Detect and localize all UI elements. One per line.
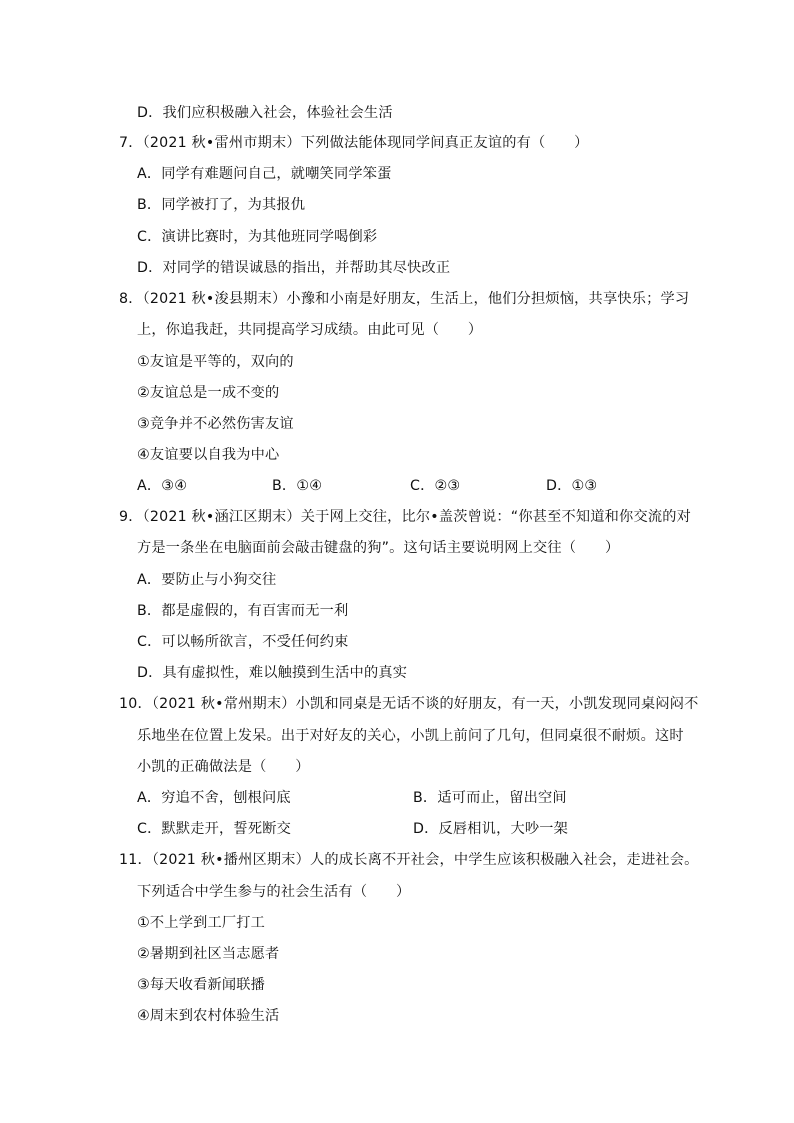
q6-option-d: D．我们应积极融入社会，体验社会生活 — [137, 105, 393, 121]
q10-stem-line-2: 乐地坐在位置上发呆。出于对好友的关心，小凯上前问了几句，但同桌很不耐烦。这时 — [137, 728, 684, 744]
q9-option-c: C．可以畅所欲言，不受任何约束 — [137, 634, 349, 650]
q11-statement-4: ④周末到农村体验生活 — [137, 1008, 280, 1024]
q11-statement-1: ①不上学到工厂打工 — [137, 915, 266, 931]
q10-stem-line-1: 10．（2021 秋•常州期末）小凯和同桌是无话不谈的好朋友，有一天，小凯发现同桌闷闷不 — [119, 696, 699, 712]
q10-option-d: D．反唇相讥，大吵一架 — [413, 821, 569, 837]
q10-stem-line-3: 小凯的正确做法是（ ） — [137, 759, 310, 775]
q7-option-c: C．演讲比赛时，为其他班同学喝倒彩 — [137, 229, 378, 245]
q9-option-b: B．都是虚假的，有百害而无一利 — [137, 603, 349, 619]
q11-statement-2: ②暑期到社区当志愿者 — [137, 946, 280, 962]
q9-stem-line-2: 方是一条坐在电脑面前会敲击键盘的狗”。这句话主要说明网上交往（ ） — [137, 540, 620, 556]
q8-statement-2: ②友谊总是一成不变的 — [137, 385, 280, 401]
q9-option-d: D．具有虚拟性，难以触摸到生活中的真实 — [137, 665, 408, 681]
q7-stem: 7．（2021 秋•雷州市期末）下列做法能体现同学间真正友谊的有（ ） — [119, 135, 589, 151]
q8-statement-4: ④友谊要以自我为中心 — [137, 447, 280, 463]
q8-stem-line-1: 8．（2021 秋•浚县期末）小豫和小南是好朋友，生活上，他们分担烦恼，共享快乐；学习 — [119, 291, 690, 307]
q8-option-b: B．①④ — [272, 478, 323, 494]
q8-option-a: A．③④ — [137, 478, 188, 494]
q8-statement-1: ①友谊是平等的，双向的 — [137, 354, 294, 370]
q8-stem-line-2: 上，你追我赶，共同提高学习成绩。由此可见（ ） — [137, 322, 483, 338]
q8-option-c: C．②③ — [410, 478, 461, 494]
q7-option-b: B．同学被打了，为其报仇 — [137, 197, 306, 213]
q9-stem-line-1: 9．（2021 秋•涵江区期末）关于网上交往，比尔•盖茨曾说：“你甚至不知道和你交流的对 — [119, 509, 691, 525]
q9-option-a: A．要防止与小狗交往 — [137, 572, 277, 588]
q8-option-d: D．①③ — [546, 478, 598, 494]
q10-option-c: C．默默走开，誓死断交 — [137, 821, 291, 837]
q11-stem-line-2: 下列适合中学生参与的社会生活有（ ） — [137, 884, 411, 900]
q10-option-a: A．穷追不舍，刨根问底 — [137, 790, 291, 806]
q11-statement-3: ③每天收看新闻联播 — [137, 977, 266, 993]
q11-stem-line-1: 11．（2021 秋•播州区期末）人的成长离不开社会，中学生应该积极融入社会，走进社会。 — [119, 852, 699, 868]
q8-statement-3: ③竞争并不必然伤害友谊 — [137, 416, 294, 432]
q7-option-d: D．对同学的错误诚恳的指出，并帮助其尽快改正 — [137, 260, 451, 276]
q7-option-a: A．同学有难题问自己，就嘲笑同学笨蛋 — [137, 166, 392, 182]
q10-option-b: B．适可而止，留出空间 — [413, 790, 567, 806]
